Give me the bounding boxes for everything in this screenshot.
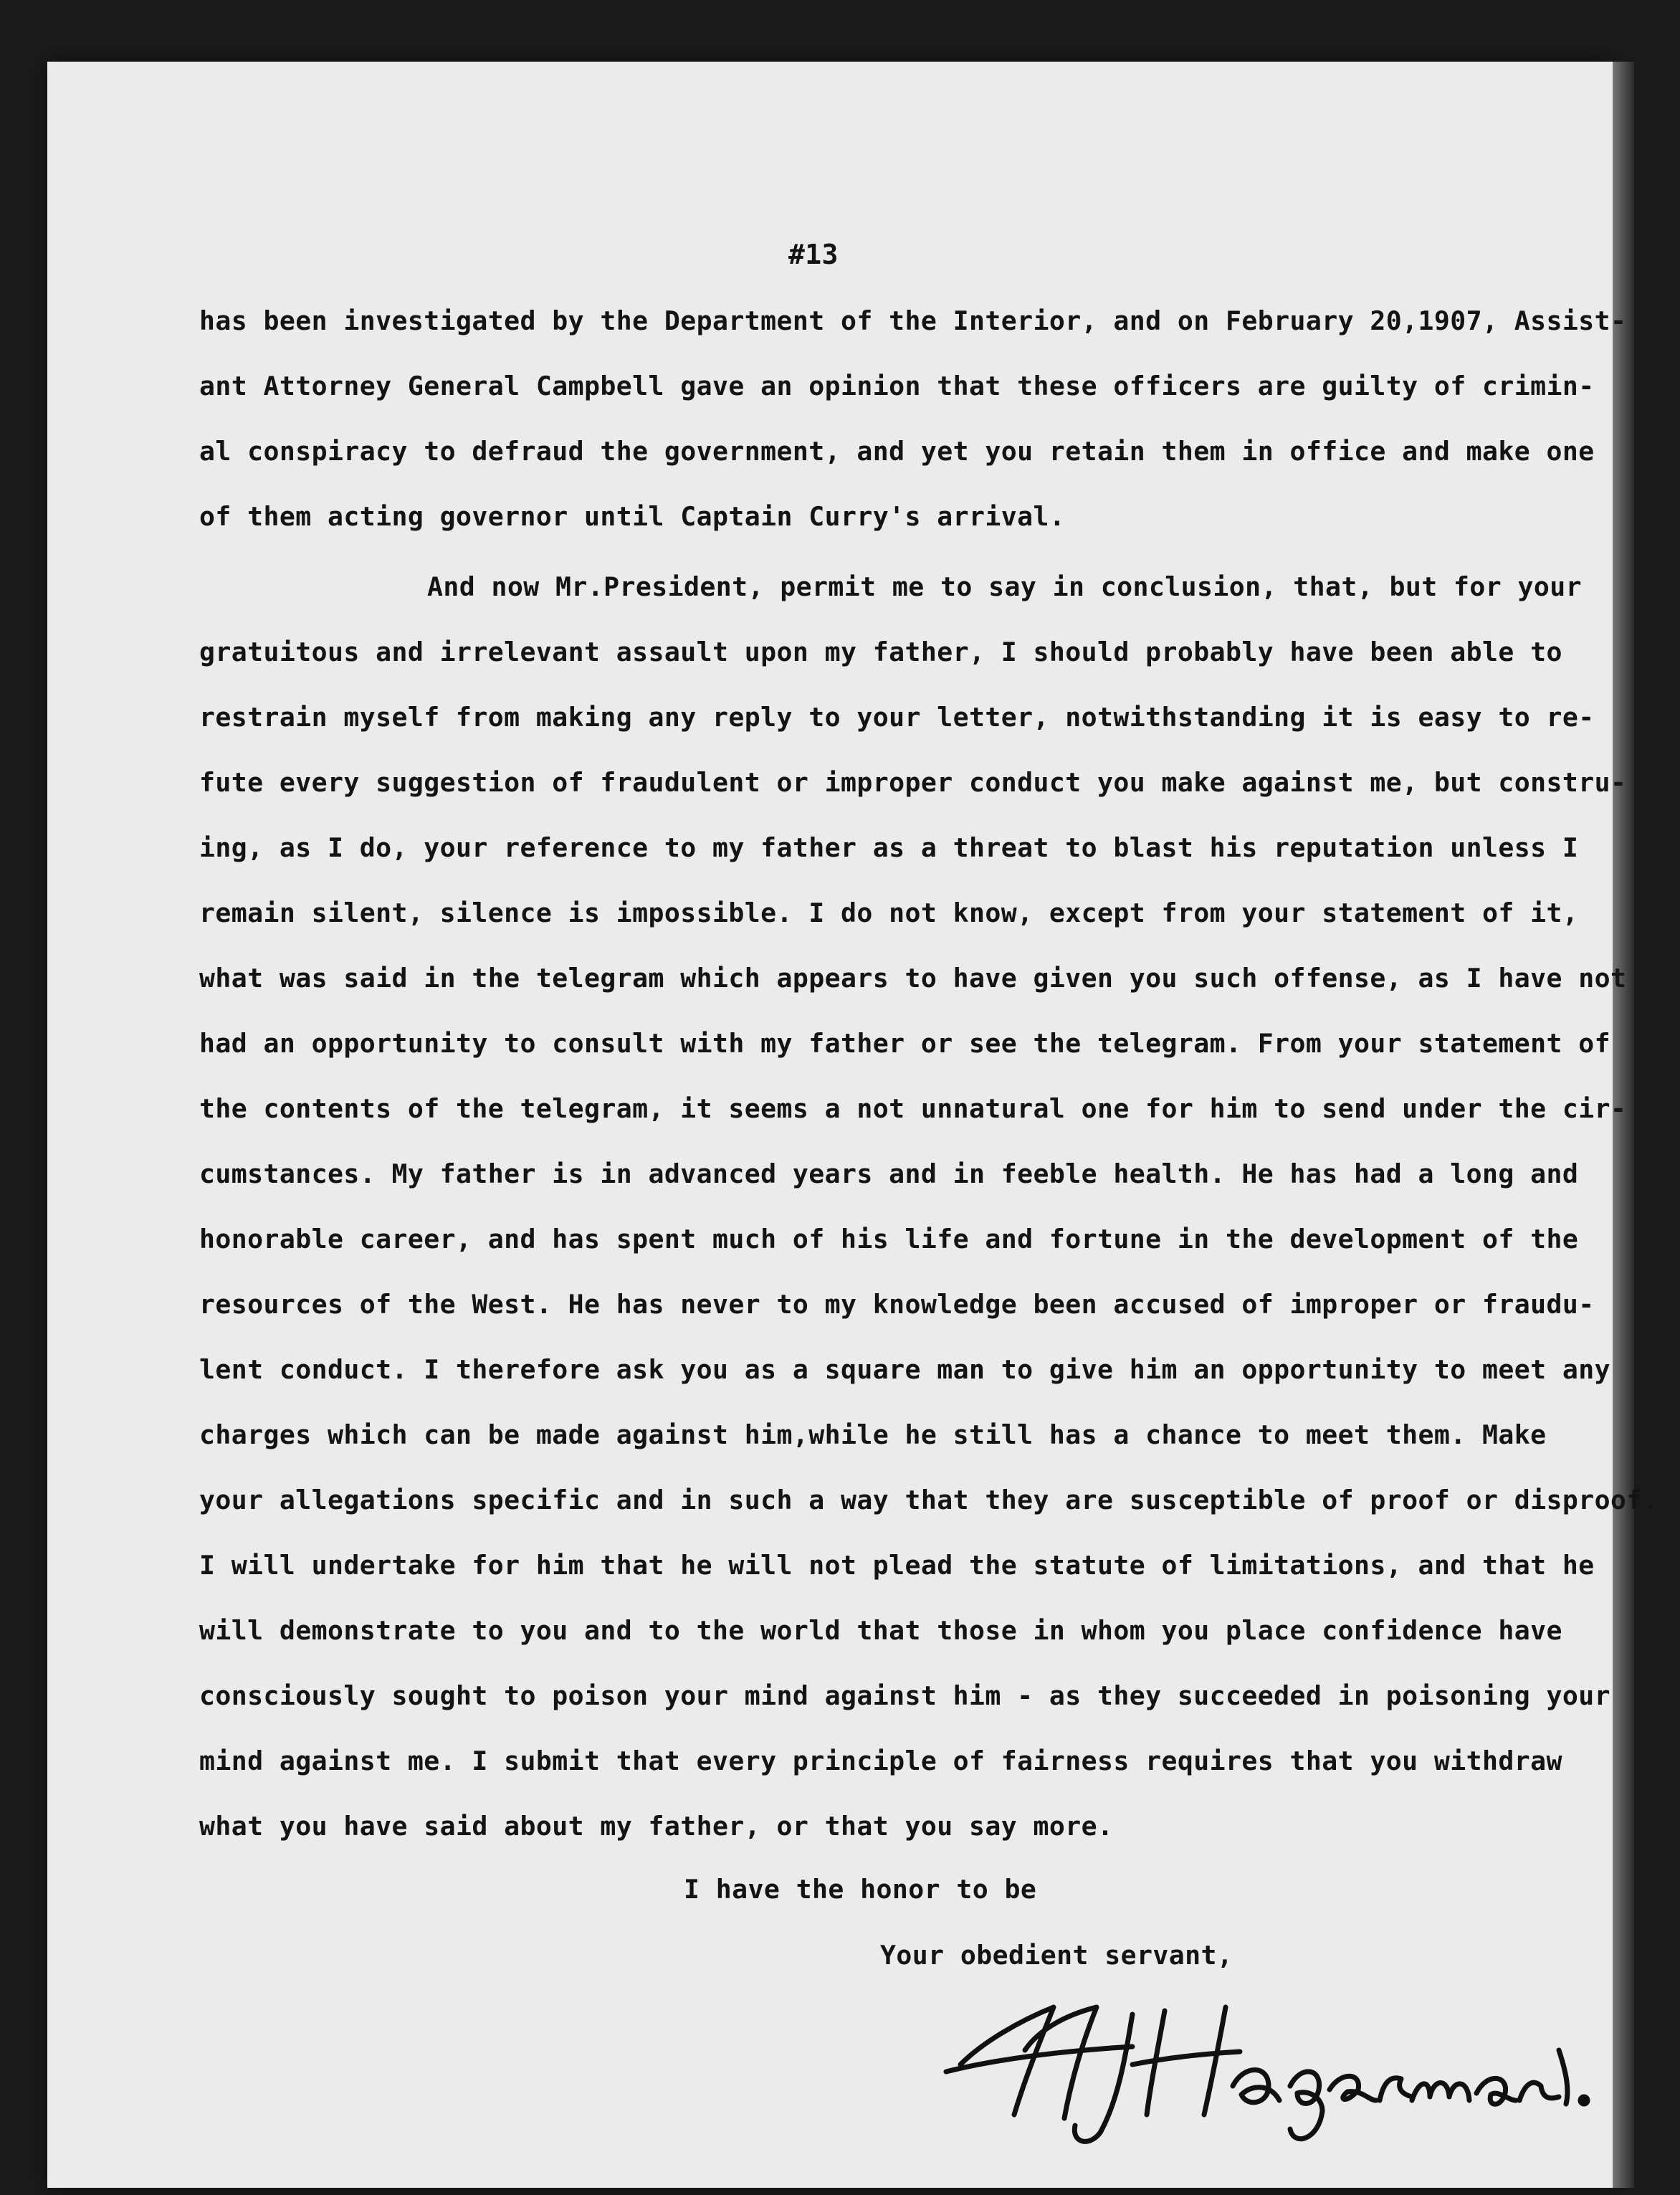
text-line: honorable career, and has spent much of his life and fortune in the development of the — [199, 1224, 1579, 1254]
text-line: And now Mr.President, permit me to say in conclusion, that, but for your — [427, 571, 1582, 602]
text-line: mind against me. I submit that every principle of fairness requires that you withdraw — [199, 1746, 1562, 1776]
text-line: had an opportunity to consult with my father or see the telegram. From your statement of — [199, 1028, 1610, 1059]
text-line: the contents of the telegram, it seems a not unnatural one for him to send under the cir- — [199, 1093, 1627, 1124]
text-line: lent conduct. I therefore ask you as a square man to give him an opportunity to meet any — [199, 1354, 1610, 1385]
text-line: gratuitous and irrelevant assault upon my father, I should probably have been able to — [199, 637, 1562, 667]
text-line: al conspiracy to defraud the government, and yet you retain them in office and make one — [199, 436, 1595, 467]
text-line: ant Attorney General Campbell gave an opinion that these officers are guilty of crimin- — [199, 371, 1595, 401]
text-line: remain silent, silence is impossible. I do not know, except from your statement of it, — [199, 897, 1579, 928]
text-line: what was said in the telegram which appears to have given you such offense, as I have not — [199, 963, 1627, 994]
text-line: fute every suggestion of fraudulent or improper conduct you make against me, but constru- — [199, 767, 1627, 798]
text-line: charges which can be made against him,while he still has a chance to meet them. Make — [199, 1419, 1547, 1450]
handwritten-signature — [917, 1964, 1605, 2151]
text-line: ing, as I do, your reference to my father as a threat to blast his reputation unless I — [199, 832, 1579, 863]
text-line: has been investigated by the Department of the Interior, and on February 20,1907, Assist- — [199, 305, 1627, 336]
text-line: what you have said about my father, or that you say more. — [199, 1811, 1114, 1842]
text-line: I will undertake for him that he will not plead the statute of limitations, and that he — [199, 1550, 1595, 1581]
text-line: resources of the West. He has never to my knowledge been accused of improper or fraudu- — [199, 1289, 1595, 1320]
text-line: of them acting governor until Captain Curry's arrival. — [199, 501, 1066, 532]
text-line: cumstances. My father is in advanced years and in feeble health. He has had a long and — [199, 1158, 1579, 1189]
text-line: your allegations specific and in such a way that they are susceptible of proof or disproof. — [199, 1485, 1659, 1515]
text-line: consciously sought to poison your mind against him - as they succeeded in poisoning your — [199, 1680, 1610, 1711]
text-line: restrain myself from making any reply to your letter, notwithstanding it is easy to re- — [199, 702, 1595, 733]
valediction: Your obedient servant, — [880, 1940, 1233, 1971]
text-line: will demonstrate to you and to the world that those in whom you place confidence have — [199, 1615, 1562, 1646]
closing-line: I have the honor to be — [684, 1874, 1037, 1905]
page-number: #13 — [788, 239, 839, 270]
